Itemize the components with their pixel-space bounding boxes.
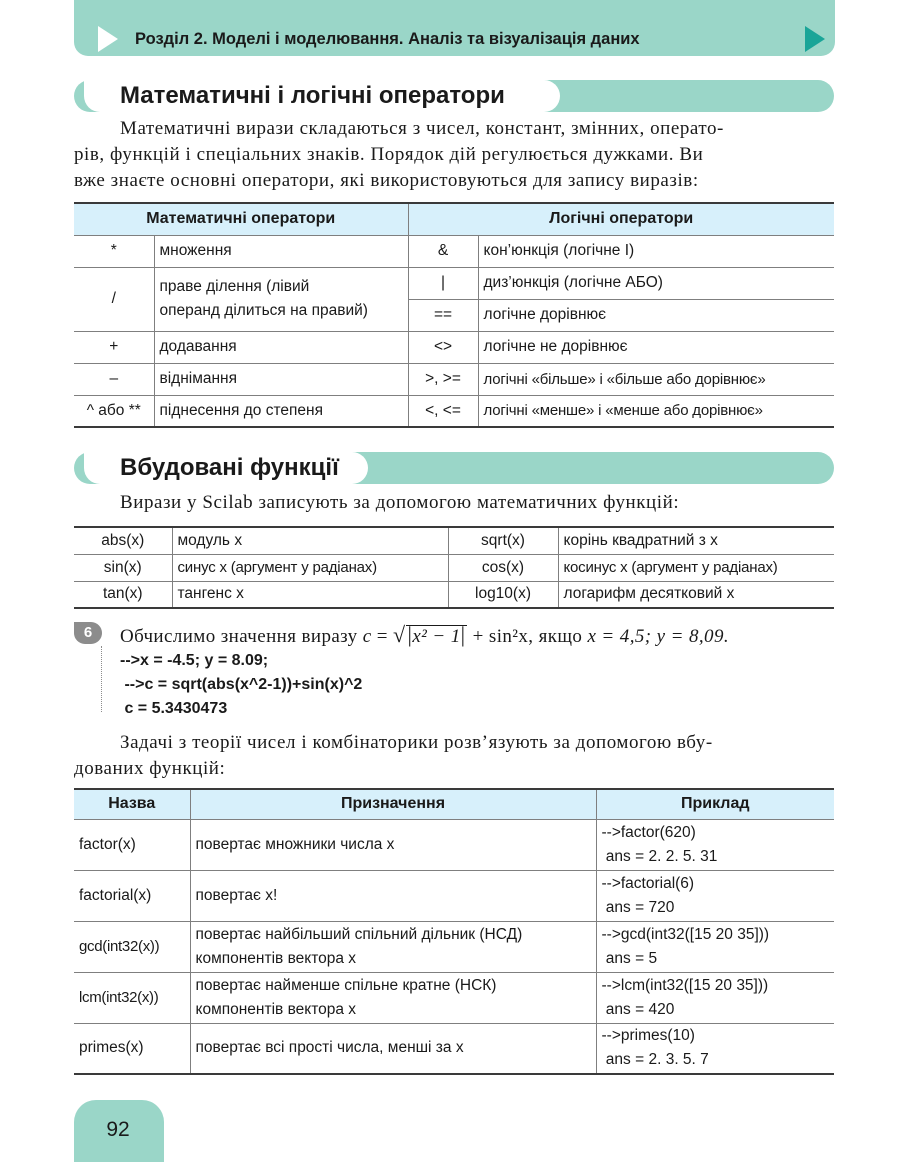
example-line: -->factorial(6) bbox=[601, 874, 695, 892]
operator-description: піднесення до степеня bbox=[154, 395, 408, 427]
section-heading-text: Вбудовані функції bbox=[120, 454, 339, 481]
table-row bbox=[74, 581, 834, 608]
section-heading bbox=[84, 80, 560, 112]
operator-symbol: + bbox=[74, 331, 154, 363]
table-row bbox=[74, 554, 834, 581]
operator-description: логічне не дорівнює bbox=[478, 331, 834, 363]
code-line: -->x = -4.5; y = 8.09; bbox=[120, 652, 269, 669]
sqrt-icon: √ bbox=[393, 622, 406, 647]
table-row bbox=[74, 363, 834, 395]
function-purpose: повертає всі прості числа, менші за x bbox=[190, 1023, 596, 1074]
formula-tail: + sin²x, bbox=[467, 626, 534, 647]
math-operators-header: Математичні оператори bbox=[74, 203, 408, 235]
purpose-line: компонентів вектора x bbox=[195, 1000, 357, 1018]
function-name: primes(x) bbox=[74, 1023, 190, 1074]
function-purpose bbox=[190, 921, 596, 972]
numtheory-table bbox=[74, 788, 834, 1075]
function-name: sqrt(x) bbox=[448, 527, 558, 554]
operator-description: кон’юнкція (логічне І) bbox=[478, 235, 834, 267]
column-header-purpose: Призначення bbox=[190, 789, 596, 819]
table-row bbox=[74, 972, 834, 1023]
function-example bbox=[596, 819, 834, 870]
example-line: -->primes(10) bbox=[601, 1027, 695, 1045]
play-arrow-icon bbox=[98, 26, 118, 52]
function-name: factorial(x) bbox=[74, 870, 190, 921]
example-line: ans = 5 bbox=[601, 949, 658, 967]
paragraph-line: вже знаєте основні оператори, які використовуються для запису виразів: bbox=[74, 170, 699, 191]
operator-description: логічні «менше» і «менше або дорівнює» bbox=[478, 395, 834, 427]
function-name: cos(x) bbox=[448, 554, 558, 581]
function-name: abs(x) bbox=[74, 527, 172, 554]
example-line: ans = 420 bbox=[601, 1000, 675, 1018]
operator-symbol: & bbox=[408, 235, 478, 267]
function-description: тангенс x bbox=[172, 581, 448, 608]
functions-table bbox=[74, 526, 834, 609]
table-row bbox=[74, 331, 834, 363]
example-line: -->gcd(int32([15 20 35])) bbox=[601, 925, 770, 943]
operator-symbol: / bbox=[74, 267, 154, 331]
condition-x: x = 4,5; bbox=[587, 626, 652, 647]
section-heading bbox=[84, 452, 368, 484]
function-name: log10(x) bbox=[448, 581, 558, 608]
paragraph-line: Задачі з теорії чисел і комбінаторики розв’язують за допомогою вбу- bbox=[120, 732, 713, 753]
condition-word: якщо bbox=[538, 626, 583, 647]
operator-description: додавання bbox=[154, 331, 408, 363]
table-row bbox=[74, 870, 834, 921]
section-heading-text: Математичні і логічні оператори bbox=[120, 82, 505, 109]
example-line: ans = 2. 2. 5. 31 bbox=[601, 847, 718, 865]
operator-symbol: ^ або ** bbox=[74, 395, 154, 427]
example-dotted-line bbox=[101, 646, 102, 712]
table-row bbox=[74, 1023, 834, 1074]
logic-operators-header: Логічні оператори bbox=[408, 203, 834, 235]
operator-symbol: <> bbox=[408, 331, 478, 363]
function-name: factor(x) bbox=[74, 819, 190, 870]
example-number-badge: 6 bbox=[74, 622, 102, 644]
purpose-line: компонентів вектора x bbox=[195, 949, 357, 967]
example-line: ans = 2. 3. 5. 7 bbox=[601, 1051, 709, 1069]
table-row bbox=[74, 235, 834, 267]
function-name: gcd(int32(x)) bbox=[74, 921, 190, 972]
description-line: праве ділення (лівий bbox=[159, 278, 310, 295]
function-name: lcm(int32(x)) bbox=[74, 972, 190, 1023]
description-line: операнд ділиться на правий) bbox=[159, 302, 368, 319]
paragraph-line: рів, функцій і спеціальних знаків. Порядок дій регулюється дужками. Ви bbox=[74, 144, 704, 165]
column-header-name: Назва bbox=[74, 789, 190, 819]
function-description: логарифм десятковий x bbox=[558, 581, 834, 608]
operator-description bbox=[154, 267, 408, 331]
function-purpose: повертає множники числа x bbox=[190, 819, 596, 870]
formula-lhs: c bbox=[362, 626, 372, 647]
function-example bbox=[596, 1023, 834, 1074]
formula-equals: = bbox=[371, 626, 394, 647]
operator-symbol: * bbox=[74, 235, 154, 267]
condition-y: y = 8,09. bbox=[656, 626, 729, 647]
table-row bbox=[74, 921, 834, 972]
purpose-line: повертає найменше спільне кратне (НСК) bbox=[195, 976, 497, 994]
intro-paragraph bbox=[74, 116, 834, 194]
operator-description: диз’юнкція (логічне АБО) bbox=[478, 267, 834, 299]
function-purpose: повертає x! bbox=[190, 870, 596, 921]
function-purpose bbox=[190, 972, 596, 1023]
operators-table bbox=[74, 202, 834, 428]
play-arrow-icon bbox=[805, 26, 825, 52]
functions-intro: Вирази у Scilab записують за допомогою математичних функцій: bbox=[120, 492, 680, 513]
paragraph-line: дованих функцій: bbox=[74, 758, 226, 779]
function-description: модуль x bbox=[172, 527, 448, 554]
function-name: tan(x) bbox=[74, 581, 172, 608]
page-number: 92 bbox=[106, 1118, 130, 1141]
code-line: c = 5.3430473 bbox=[120, 700, 228, 717]
purpose-line: повертає найбільший спільний дільник (НСД) bbox=[195, 925, 523, 943]
operator-description: логічне дорівнює bbox=[478, 299, 834, 331]
code-line: -->c = sqrt(abs(x^2-1))+sin(x)^2 bbox=[120, 676, 363, 693]
example-statement bbox=[120, 622, 729, 650]
function-name: sin(x) bbox=[74, 554, 172, 581]
operator-symbol: == bbox=[408, 299, 478, 331]
formula-radicand: |x² − 1| bbox=[407, 622, 466, 647]
table-row bbox=[74, 819, 834, 870]
example-text: Обчислимо значення виразу bbox=[120, 626, 358, 647]
function-example bbox=[596, 972, 834, 1023]
function-description: синус x (аргумент у радіанах) bbox=[172, 554, 448, 581]
example-line: ans = 720 bbox=[601, 898, 675, 916]
operator-description: віднімання bbox=[154, 363, 408, 395]
function-description: косинус x (аргумент у радіанах) bbox=[558, 554, 834, 581]
function-example bbox=[596, 870, 834, 921]
operator-symbol: | bbox=[408, 267, 478, 299]
function-example bbox=[596, 921, 834, 972]
column-header-example: Приклад bbox=[596, 789, 834, 819]
chapter-title: Розділ 2. Моделі і моделювання. Аналіз та візуалізація даних bbox=[135, 30, 640, 48]
operator-symbol: – bbox=[74, 363, 154, 395]
paragraph-line: Математичні вирази складаються з чисел, констант, змінних, операто- bbox=[120, 118, 724, 139]
table-row bbox=[74, 395, 834, 427]
operator-description: множення bbox=[154, 235, 408, 267]
operator-symbol: >, >= bbox=[408, 363, 478, 395]
function-description: корінь квадратний з x bbox=[558, 527, 834, 554]
table-row bbox=[74, 527, 834, 554]
operator-description: логічні «більше» і «більше або дорівнює» bbox=[478, 363, 834, 395]
code-block bbox=[120, 649, 362, 721]
example-line: -->factor(620) bbox=[601, 823, 696, 841]
numtheory-paragraph bbox=[74, 730, 834, 782]
table-row bbox=[74, 267, 834, 299]
operator-symbol: <, <= bbox=[408, 395, 478, 427]
example-line: -->lcm(int32([15 20 35])) bbox=[601, 976, 769, 994]
